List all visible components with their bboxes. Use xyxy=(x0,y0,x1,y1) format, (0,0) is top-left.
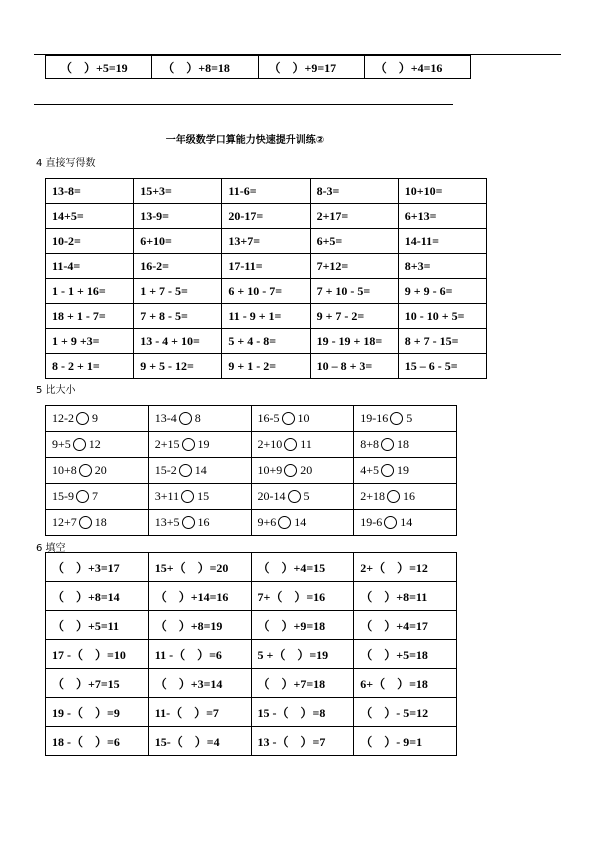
compare-left: 10+9 xyxy=(257,463,283,477)
compare-left: 15-9 xyxy=(52,489,74,503)
table-cell: （ ）+8=18 xyxy=(152,56,258,79)
table-cell: （ ）+5=19 xyxy=(46,56,152,79)
table-row xyxy=(46,611,457,640)
compare-left: 8+8 xyxy=(360,437,380,451)
table-row xyxy=(46,279,487,304)
compare-cell xyxy=(46,458,149,484)
table-cell: 7 + 10 - 5= xyxy=(310,279,398,304)
answer-circle[interactable] xyxy=(284,464,297,477)
table-row xyxy=(46,510,457,536)
table-cell: 5 +（ ）=19 xyxy=(251,640,354,669)
table-cell: 13-9= xyxy=(134,204,222,229)
answer-circle[interactable] xyxy=(179,412,192,425)
table-row xyxy=(46,179,487,204)
compare-right: 20 xyxy=(94,463,107,477)
table-cell: 11-4= xyxy=(46,254,134,279)
table-cell: 10 - 10 + 5= xyxy=(398,304,486,329)
section-6-label: 6 填空 xyxy=(36,543,66,554)
answer-circle[interactable] xyxy=(182,516,195,529)
section-4-table xyxy=(45,178,487,379)
table-cell: （ ）+5=18 xyxy=(354,640,457,669)
compare-cell xyxy=(354,406,457,432)
table-cell: 13+7= xyxy=(222,229,310,254)
table-row xyxy=(46,304,487,329)
answer-circle[interactable] xyxy=(384,516,397,529)
compare-cell xyxy=(251,458,354,484)
answer-circle[interactable] xyxy=(282,412,295,425)
compare-right: 18 xyxy=(94,515,107,529)
compare-left: 13-4 xyxy=(154,411,177,425)
table-cell: 17-11= xyxy=(222,254,310,279)
compare-right: 19 xyxy=(397,463,410,477)
table-cell: （ ）+4=15 xyxy=(251,553,354,582)
table-cell: 11-（ ）=7 xyxy=(148,698,251,727)
compare-cell xyxy=(46,484,149,510)
table-row xyxy=(46,582,457,611)
table-cell: 11 -（ ）=6 xyxy=(148,640,251,669)
table-cell: 7+12= xyxy=(310,254,398,279)
compare-cell xyxy=(251,510,354,536)
compare-left: 2+15 xyxy=(154,437,180,451)
compare-left: 2+18 xyxy=(360,489,386,503)
section-4-label: 4 直接写得数 xyxy=(36,158,96,169)
answer-circle[interactable] xyxy=(181,490,194,503)
compare-left: 19-16 xyxy=(360,411,389,425)
table-cell: （ ）+9=18 xyxy=(251,611,354,640)
table-cell: （ ）+4=16 xyxy=(364,56,470,79)
table-cell: 16-2= xyxy=(134,254,222,279)
table-cell: 8 - 2 + 1= xyxy=(46,354,134,379)
answer-circle[interactable] xyxy=(387,490,400,503)
compare-cell xyxy=(148,484,251,510)
compare-right: 9 xyxy=(92,411,98,425)
compare-right: 20 xyxy=(300,463,313,477)
compare-cell xyxy=(354,510,457,536)
table-cell: 10-2= xyxy=(46,229,134,254)
table-row xyxy=(46,727,457,756)
table-row xyxy=(46,254,487,279)
compare-right: 7 xyxy=(92,489,98,503)
table-cell: 9 + 9 - 6= xyxy=(398,279,486,304)
table-row xyxy=(46,56,471,79)
compare-left: 13+5 xyxy=(154,515,180,529)
table-cell: 14-11= xyxy=(398,229,486,254)
compare-cell xyxy=(251,484,354,510)
compare-left: 16-5 xyxy=(257,411,280,425)
table-cell: 15-（ ）=4 xyxy=(148,727,251,756)
answer-circle[interactable] xyxy=(73,438,86,451)
table-cell: 13 - 4 + 10= xyxy=(134,329,222,354)
answer-circle[interactable] xyxy=(284,438,297,451)
answer-circle[interactable] xyxy=(390,412,403,425)
answer-circle[interactable] xyxy=(179,464,192,477)
compare-right: 12 xyxy=(88,437,101,451)
compare-left: 12-2 xyxy=(52,411,74,425)
table-cell: 9 + 7 - 2= xyxy=(310,304,398,329)
table-cell: 2+（ ）=12 xyxy=(354,553,457,582)
table-cell: 2+17= xyxy=(310,204,398,229)
answer-circle[interactable] xyxy=(278,516,291,529)
section-5-table xyxy=(45,405,457,536)
compare-cell xyxy=(354,432,457,458)
table-cell: 9 + 5 - 12= xyxy=(134,354,222,379)
table-cell: 10 – 8 + 3= xyxy=(310,354,398,379)
table-cell: 19 -（ ）=9 xyxy=(46,698,149,727)
table-cell: 19 - 19 + 18= xyxy=(310,329,398,354)
table-cell: （ ）+3=14 xyxy=(148,669,251,698)
table-cell: 1 + 9 +3= xyxy=(46,329,134,354)
table-cell: （ ）- 5=12 xyxy=(354,698,457,727)
compare-right: 14 xyxy=(294,515,307,529)
compare-left: 15-2 xyxy=(154,463,177,477)
table-cell: 14+5= xyxy=(46,204,134,229)
table-cell: 5 + 4 - 8= xyxy=(222,329,310,354)
table-cell: 7+（ ）=16 xyxy=(251,582,354,611)
answer-circle[interactable] xyxy=(76,412,89,425)
answer-circle[interactable] xyxy=(381,464,394,477)
table-cell: 18 + 1 - 7= xyxy=(46,304,134,329)
table-row xyxy=(46,406,457,432)
section-5-label: 5 比大小 xyxy=(36,385,76,396)
table-row xyxy=(46,698,457,727)
table-cell: （ ）+7=15 xyxy=(46,669,149,698)
table-row xyxy=(46,640,457,669)
table-cell: 15 – 6 - 5= xyxy=(398,354,486,379)
table-cell: 10+10= xyxy=(398,179,486,204)
compare-cell xyxy=(148,432,251,458)
table-cell: （ ）+7=18 xyxy=(251,669,354,698)
table-cell: 9 + 1 - 2= xyxy=(222,354,310,379)
compare-cell xyxy=(354,484,457,510)
table-cell: 15+（ ）=20 xyxy=(148,553,251,582)
compare-left: 3+11 xyxy=(154,489,180,503)
table-cell: 6+5= xyxy=(310,229,398,254)
answer-circle[interactable] xyxy=(182,438,195,451)
table-row xyxy=(46,354,487,379)
compare-right: 16 xyxy=(403,489,416,503)
table-cell: 11-6= xyxy=(222,179,310,204)
table-cell: 6+10= xyxy=(134,229,222,254)
compare-right: 15 xyxy=(197,489,210,503)
answer-circle[interactable] xyxy=(76,490,89,503)
compare-cell xyxy=(148,458,251,484)
divider-rule xyxy=(34,104,453,105)
table-cell: （ ）+14=16 xyxy=(148,582,251,611)
compare-left: 20-14 xyxy=(257,489,286,503)
compare-left: 10+8 xyxy=(52,463,77,477)
table-cell: 8+3= xyxy=(398,254,486,279)
table-cell: （ ）+5=11 xyxy=(46,611,149,640)
compare-right: 14 xyxy=(194,463,207,477)
table-row xyxy=(46,432,457,458)
compare-cell xyxy=(251,432,354,458)
table-row xyxy=(46,329,487,354)
compare-left: 9+5 xyxy=(52,437,71,451)
table-cell: （ ）+4=17 xyxy=(354,611,457,640)
compare-cell xyxy=(46,406,149,432)
compare-cell xyxy=(46,510,149,536)
table-cell: 6+13= xyxy=(398,204,486,229)
answer-circle[interactable] xyxy=(381,438,394,451)
table-row xyxy=(46,484,457,510)
table-cell: 15 -（ ）=8 xyxy=(251,698,354,727)
compare-cell xyxy=(251,406,354,432)
compare-left: 12+7 xyxy=(52,515,77,529)
compare-right: 16 xyxy=(197,515,210,529)
table-cell: 13 -（ ）=7 xyxy=(251,727,354,756)
compare-right: 14 xyxy=(400,515,413,529)
table-cell: 15+3= xyxy=(134,179,222,204)
table-cell: 1 + 7 - 5= xyxy=(134,279,222,304)
compare-left: 9+6 xyxy=(257,515,277,529)
compare-right: 8 xyxy=(194,411,201,425)
table-cell: 6+（ ）=18 xyxy=(354,669,457,698)
table-row xyxy=(46,553,457,582)
compare-right: 10 xyxy=(297,411,310,425)
table-cell: （ ）+8=11 xyxy=(354,582,457,611)
table-cell: 8-3= xyxy=(310,179,398,204)
table-cell: 17 -（ ）=10 xyxy=(46,640,149,669)
compare-right: 5 xyxy=(406,411,413,425)
table-cell: 13-8= xyxy=(46,179,134,204)
answer-circle[interactable] xyxy=(288,490,301,503)
compare-right: 19 xyxy=(197,437,210,451)
compare-left: 2+10 xyxy=(257,437,283,451)
compare-right: 5 xyxy=(303,489,310,503)
table-row xyxy=(46,458,457,484)
compare-left: 19-6 xyxy=(360,515,383,529)
answer-circle[interactable] xyxy=(79,464,92,477)
answer-circle[interactable] xyxy=(79,516,92,529)
section-6-table xyxy=(45,552,457,756)
table-row xyxy=(46,204,487,229)
table-row xyxy=(46,229,487,254)
table-cell: （ ）+8=19 xyxy=(148,611,251,640)
table-cell: （ ）+9=17 xyxy=(258,56,364,79)
table-cell: 1 - 1 + 16= xyxy=(46,279,134,304)
top-fill-table xyxy=(45,55,471,79)
table-cell: （ ）- 9=1 xyxy=(354,727,457,756)
table-cell: 7 + 8 - 5= xyxy=(134,304,222,329)
table-cell: （ ）+8=14 xyxy=(46,582,149,611)
compare-right: 18 xyxy=(397,437,410,451)
table-cell: 20-17= xyxy=(222,204,310,229)
compare-cell xyxy=(148,406,251,432)
compare-left: 4+5 xyxy=(360,463,380,477)
table-cell: 18 -（ ）=6 xyxy=(46,727,149,756)
table-cell: （ ）+3=17 xyxy=(46,553,149,582)
page-title: 一年级数学口算能力快速提升训练② xyxy=(165,135,325,146)
table-cell: 6 + 10 - 7= xyxy=(222,279,310,304)
compare-right: 11 xyxy=(300,437,312,451)
table-cell: 8 + 7 - 15= xyxy=(398,329,486,354)
table-row xyxy=(46,669,457,698)
compare-cell xyxy=(46,432,149,458)
compare-cell xyxy=(354,458,457,484)
table-cell: 11 - 9 + 1= xyxy=(222,304,310,329)
compare-cell xyxy=(148,510,251,536)
